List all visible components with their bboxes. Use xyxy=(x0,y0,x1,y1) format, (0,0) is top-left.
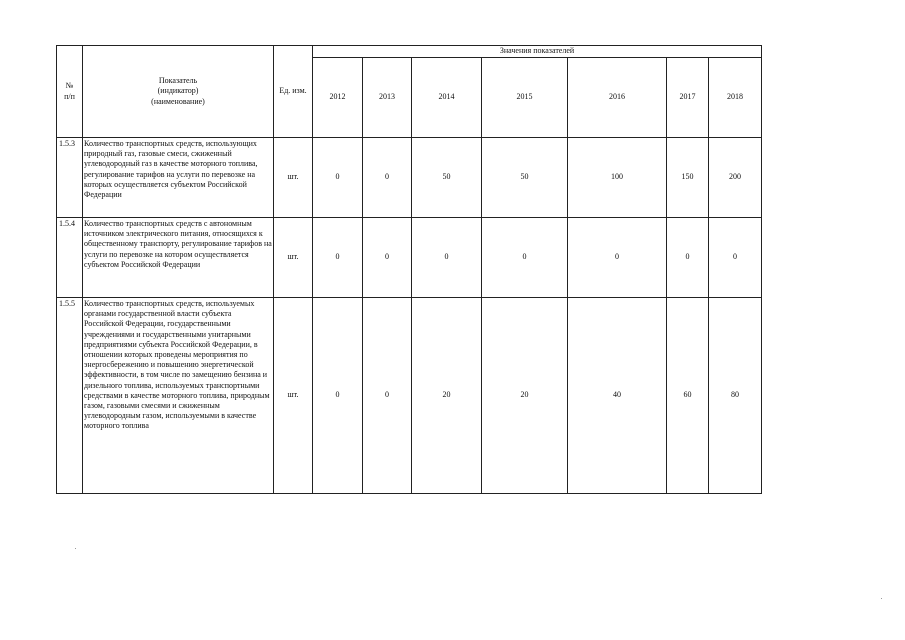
table-row xyxy=(57,298,762,494)
header-year-2016: 2016 xyxy=(568,58,667,138)
row-number: 1.5.5 xyxy=(57,298,83,494)
scan-speck xyxy=(75,548,76,549)
header-year-2017: 2017 xyxy=(667,58,709,138)
header-indicator-name: Показатель (индикатор) (наименование) xyxy=(83,46,274,138)
header-year-2014: 2014 xyxy=(412,58,482,138)
value-cell-2017: 150 xyxy=(667,138,709,218)
value-cell-2014: 50 xyxy=(412,138,482,218)
indicator-name: Количество транспортных средств с автономным источником электрического питания, относящихся к общественному транспорту, регулирование тарифов на услуги по перевозке на котором осуществляется субъектом Российской Федерации xyxy=(83,218,274,298)
value-cell-2015: 50 xyxy=(482,138,568,218)
unit-cell: шт. xyxy=(274,218,313,298)
unit-cell: шт. xyxy=(274,138,313,218)
unit-cell: шт. xyxy=(274,298,313,494)
header-values-group: Значения показателей xyxy=(313,46,762,58)
value-cell-2018: 200 xyxy=(709,138,762,218)
table-row xyxy=(57,218,762,298)
value-cell-2017: 60 xyxy=(667,298,709,494)
value-cell-2012: 0 xyxy=(313,138,363,218)
value-cell-2014: 0 xyxy=(412,218,482,298)
header-row-group xyxy=(57,46,762,58)
value-cell-2012: 0 xyxy=(313,298,363,494)
value-cell-2015: 0 xyxy=(482,218,568,298)
indicator-name: Количество транспортных средств, используемых органами государственной власти субъекта Российской Федерации, государственными учреждениями и государственными унитарными предприятиями субъекта Российской Федерации, в отношении которых проведены мероприятия по энергосбережению и повышению энергетической эффективности, в том числе по замещению бензина и дизельного топлива, используемых транспортными средствами в качестве моторного топлива, природным газом, газовыми смесями и сжиженным углеводородным газом, используемыми в качестве моторного топлива xyxy=(83,298,274,494)
header-year-2013: 2013 xyxy=(363,58,412,138)
header-year-2015: 2015 xyxy=(482,58,568,138)
header-year-2018: 2018 xyxy=(709,58,762,138)
header-unit: Ед. изм. xyxy=(274,46,313,138)
value-cell-2016: 0 xyxy=(568,218,667,298)
indicators-table xyxy=(56,45,762,494)
scan-speck xyxy=(881,598,882,599)
value-cell-2017: 0 xyxy=(667,218,709,298)
row-number: 1.5.3 xyxy=(57,138,83,218)
value-cell-2013: 0 xyxy=(363,218,412,298)
value-cell-2012: 0 xyxy=(313,218,363,298)
value-cell-2014: 20 xyxy=(412,298,482,494)
value-cell-2013: 0 xyxy=(363,298,412,494)
header-num: № п/п xyxy=(57,46,83,138)
table-row xyxy=(57,138,762,218)
value-cell-2018: 0 xyxy=(709,218,762,298)
value-cell-2016: 40 xyxy=(568,298,667,494)
header-year-2012: 2012 xyxy=(313,58,363,138)
value-cell-2015: 20 xyxy=(482,298,568,494)
indicator-name: Количество транспортных средств, использующих природный газ, газовые смеси, сжиженный углеводородный газ в качестве моторного топлива, регулирование тарифов на услуги по перевозке на которых осуществляется субъектом Российской Федерации xyxy=(83,138,274,218)
value-cell-2013: 0 xyxy=(363,138,412,218)
value-cell-2018: 80 xyxy=(709,298,762,494)
value-cell-2016: 100 xyxy=(568,138,667,218)
row-number: 1.5.4 xyxy=(57,218,83,298)
